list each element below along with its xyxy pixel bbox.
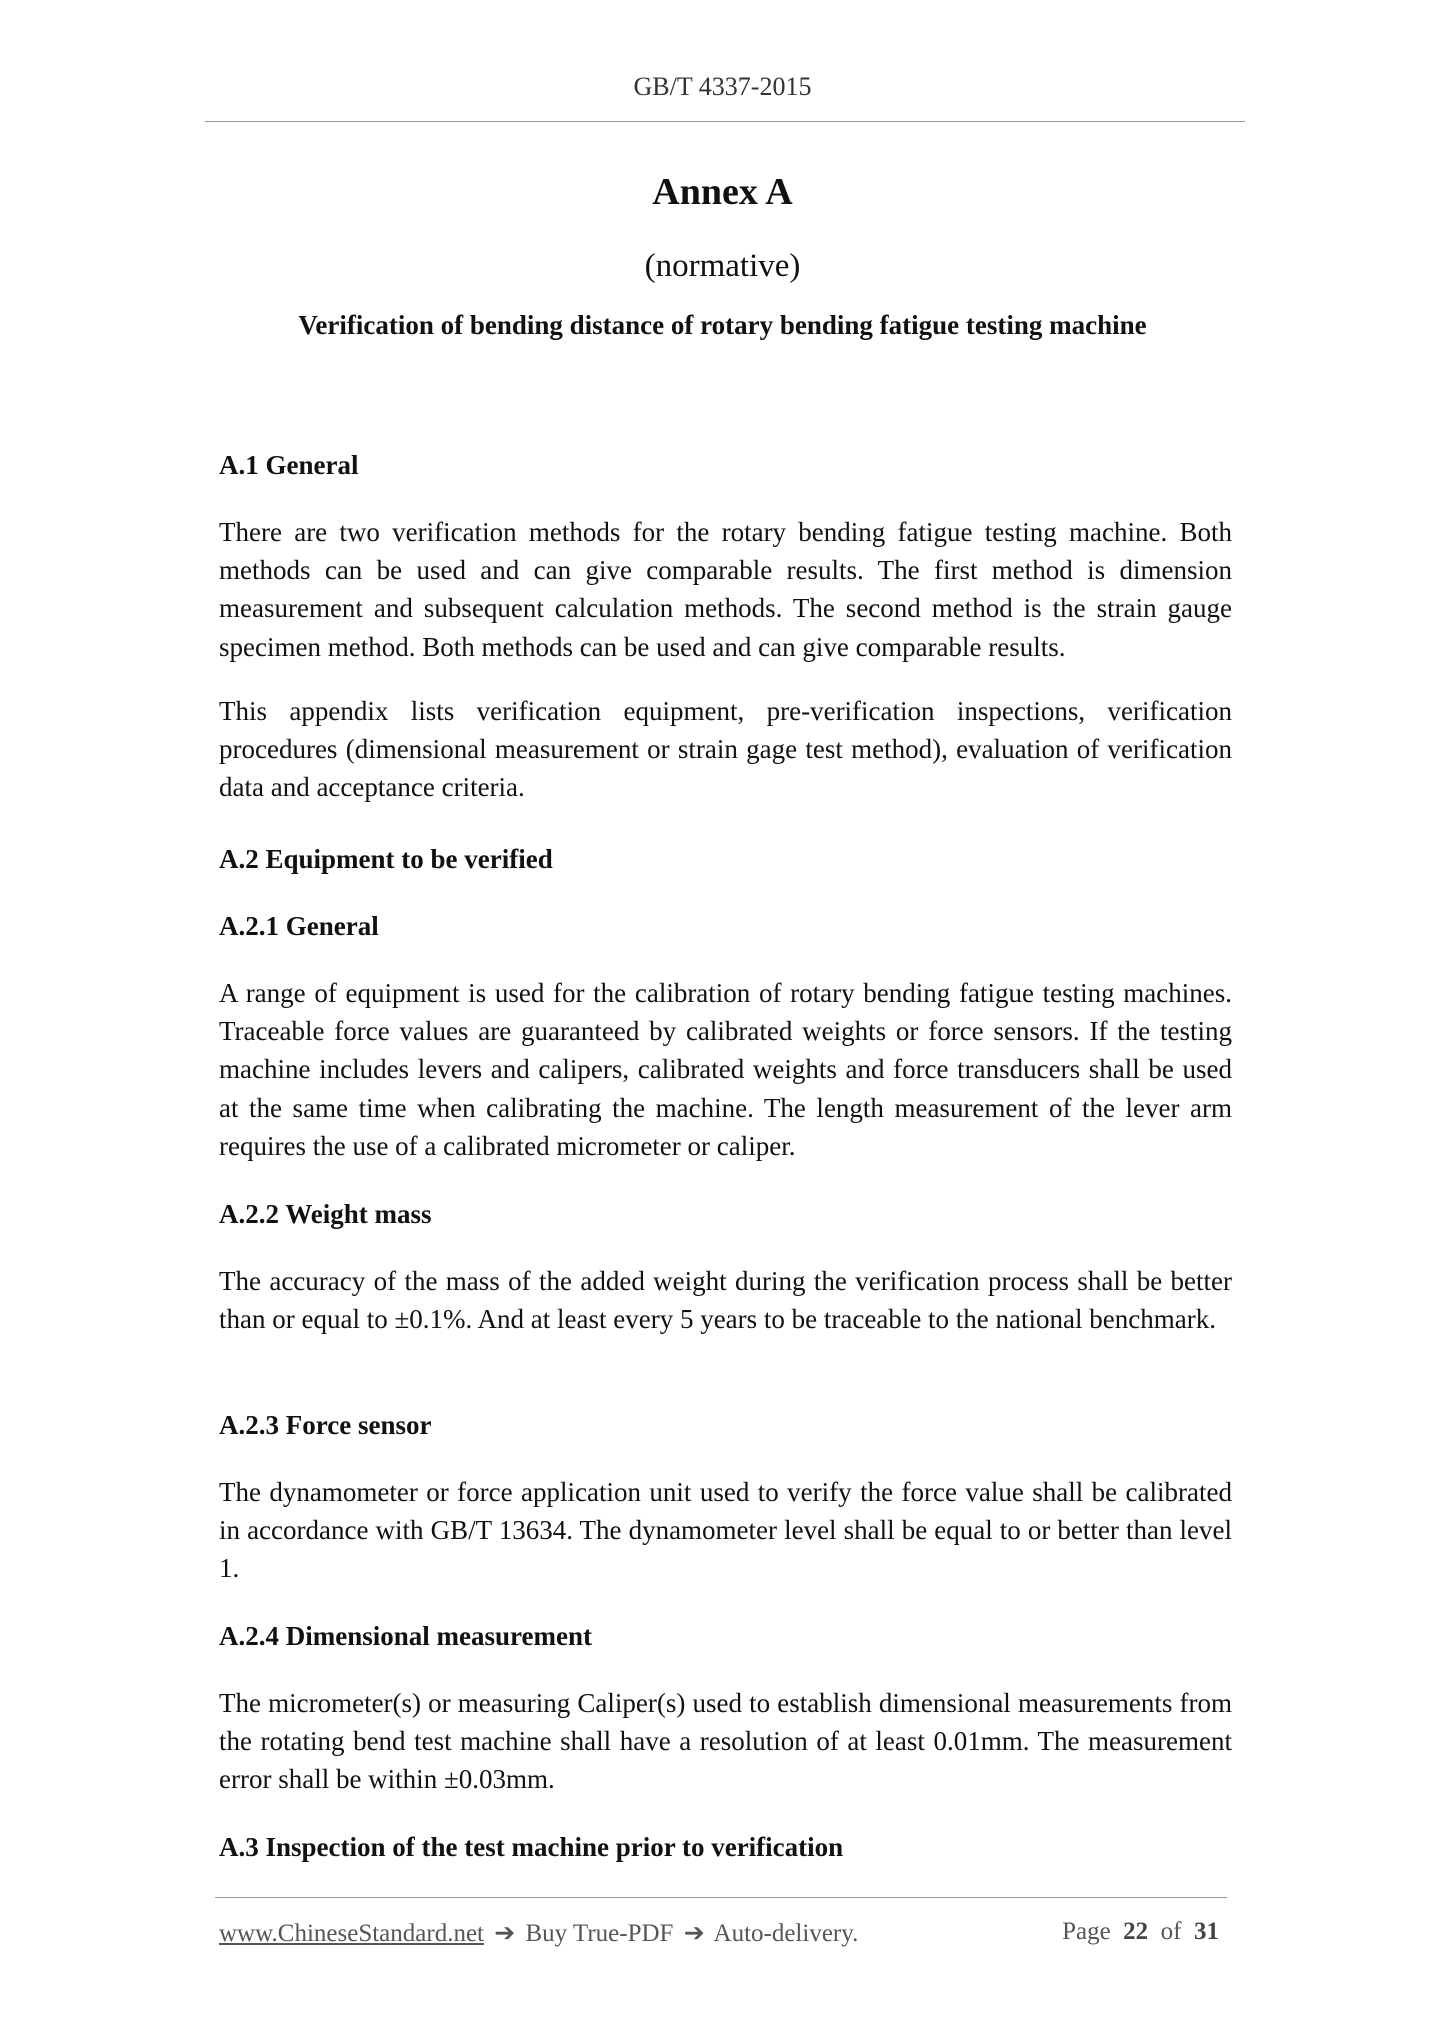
paragraph-a22: The accuracy of the mass of the added weight during the verification process shall be better than or equal to ±0.1%. And at least every 5 years to be traceable to the national benchmark. bbox=[219, 1266, 1232, 1335]
buy-true-pdf-text: Buy True-PDF bbox=[525, 1920, 674, 1947]
running-header: GB/T 4337-2015 bbox=[633, 72, 812, 101]
section-heading-a1: A.1 General bbox=[219, 450, 359, 480]
annex-type: (normative) bbox=[644, 248, 801, 284]
footer-divider bbox=[215, 1897, 1227, 1898]
auto-delivery-text: Auto-delivery. bbox=[713, 1920, 859, 1947]
paragraph-a23: The dynamometer or force application unit used to verify the force value shall be calibrated in accordance with GB/T 13634. The dynamometer level shall be equal to or better than level 1. bbox=[219, 1477, 1232, 1584]
header-divider bbox=[205, 121, 1245, 122]
page-number: 22 bbox=[1123, 1918, 1149, 1945]
annex-subtitle: Verification of bending distance of rotary bending fatigue testing machine bbox=[298, 310, 1147, 340]
paragraph-a1-1: There are two verification methods for the rotary bending fatigue testing machine. Both methods can be used and can give comparable results. The first method is dimension measurement and subsequent calculation methods. The second method is the strain gauge specimen method. Both methods can be used and can give comparable results. bbox=[219, 517, 1232, 662]
section-heading-a2: A.2 Equipment to be verified bbox=[219, 844, 553, 874]
arrow-right-icon: ➔ bbox=[683, 1920, 705, 1947]
section-heading-a24: A.2.4 Dimensional measurement bbox=[219, 1621, 592, 1651]
section-heading-a22: A.2.2 Weight mass bbox=[219, 1199, 432, 1229]
arrow-right-icon: ➔ bbox=[494, 1920, 516, 1947]
section-heading-a23: A.2.3 Force sensor bbox=[219, 1410, 432, 1440]
page-indicator bbox=[1062, 1918, 1219, 1946]
page-footer bbox=[219, 1918, 1229, 1948]
of-label: of bbox=[1160, 1918, 1182, 1945]
section-heading-a21: A.2.1 General bbox=[219, 911, 379, 941]
site-link[interactable]: www.ChineseStandard.net bbox=[219, 1920, 484, 1947]
page-total: 31 bbox=[1194, 1918, 1219, 1945]
page-label: Page bbox=[1062, 1918, 1111, 1945]
annex-title: Annex A bbox=[652, 171, 793, 213]
section-heading-a3: A.3 Inspection of the test machine prior to verification bbox=[219, 1832, 844, 1862]
paragraph-a1-2: This appendix lists verification equipment, pre-verification inspections, verification procedures (dimensional measurement or strain gage test method), evaluation of verification data and acceptance criteria. bbox=[219, 696, 1232, 803]
paragraph-a21: A range of equipment is used for the calibration of rotary bending fatigue testing machines. Traceable force values are guaranteed by calibrated weights or force sensors. If the testing machine includes levers and calipers, calibrated weights and force transducers shall be used at the same time when calibrating the machine. The length measurement of the lever arm requires the use of a calibrated micrometer or caliper. bbox=[219, 978, 1232, 1161]
paragraph-a24: The micrometer(s) or measuring Caliper(s) used to establish dimensional measurements from the rotating bend test machine shall have a resolution of at least 0.01mm. The measurement error shall be within ±0.03mm. bbox=[219, 1688, 1232, 1795]
